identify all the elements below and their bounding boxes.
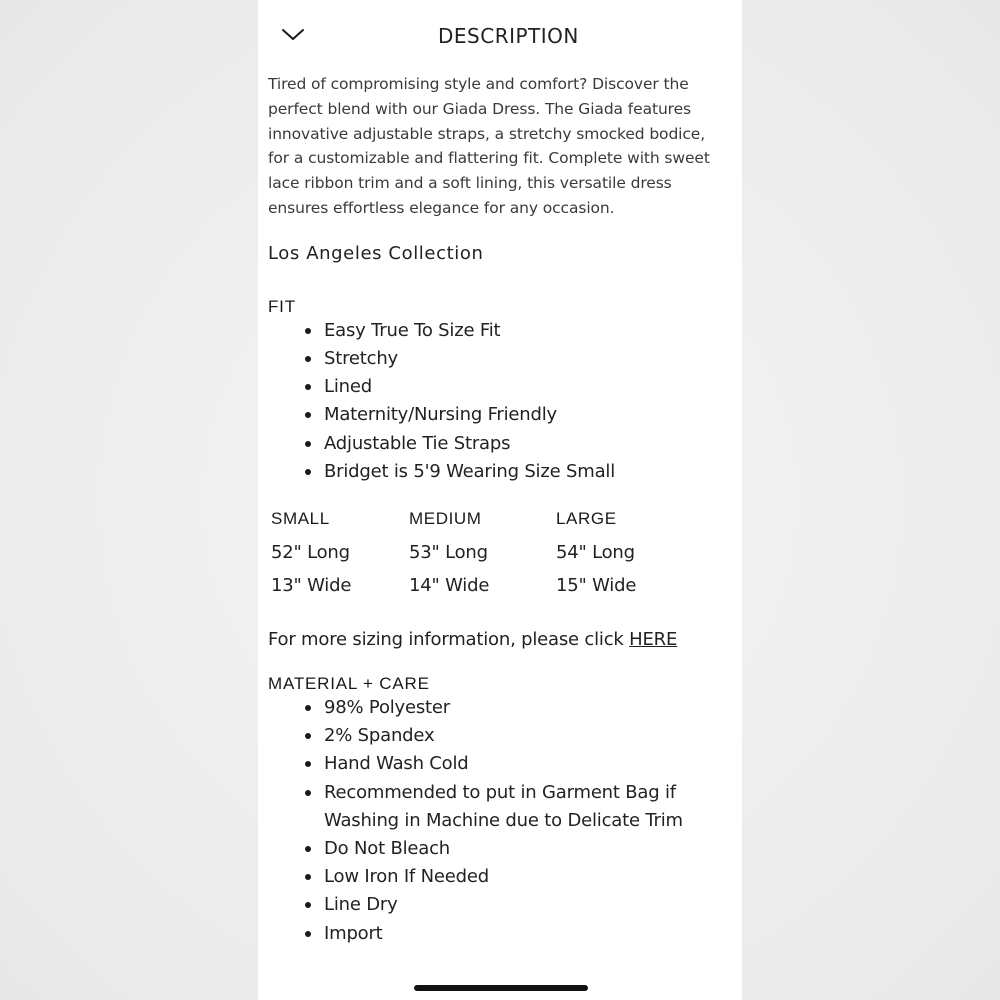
size-width: 14" Wide	[409, 574, 490, 596]
description-body	[268, 72, 728, 948]
product-description-screen	[258, 0, 742, 1000]
size-chart	[268, 509, 728, 607]
size-column-small	[271, 509, 351, 607]
material-care-heading: MATERIAL + CARE	[268, 674, 430, 693]
intro-line: for a customizable and flattering fit. Complete with sweet	[268, 149, 710, 168]
sizing-info-text: For more sizing information, please click	[268, 629, 630, 650]
collection-name: Los Angeles Collection	[268, 242, 484, 264]
list-item: Do Not Bleach	[324, 835, 728, 863]
size-width: 13" Wide	[271, 574, 352, 596]
chevron-down-icon[interactable]	[280, 24, 306, 44]
intro-line: ensures effortless elegance for any occasion.	[268, 198, 615, 217]
intro-line: Tired of compromising style and comfort? Discover the	[268, 75, 689, 93]
list-item: Lined	[324, 373, 728, 401]
size-length: 54" Long	[556, 542, 635, 563]
intro-line: lace ribbon trim and a soft lining, this versatile dress	[268, 174, 672, 193]
list-item: Hand Wash Cold	[324, 750, 728, 778]
size-length: 53" Long	[409, 542, 488, 563]
size-name: MEDIUM	[409, 509, 482, 528]
fit-heading: FIT	[268, 296, 296, 316]
size-length: 52" Long	[271, 542, 350, 563]
list-item: 98% Polyester	[324, 694, 728, 722]
section-title: DESCRIPTION	[438, 24, 579, 48]
list-item: Adjustable Tie Straps	[324, 430, 728, 458]
size-width: 15" Wide	[556, 574, 637, 596]
care-list	[268, 694, 728, 948]
fit-list	[268, 317, 728, 486]
size-column-medium	[409, 509, 489, 607]
home-indicator[interactable]	[414, 985, 588, 991]
list-item: Low Iron If Needed	[324, 863, 728, 891]
list-item	[324, 779, 728, 835]
list-item: Bridget is 5'9 Wearing Size Small	[324, 458, 728, 486]
list-item-line: Washing in Machine due to Delicate Trim	[324, 809, 683, 831]
list-item: Easy True To Size Fit	[324, 317, 728, 345]
product-intro	[268, 72, 728, 221]
sizing-info	[268, 629, 728, 650]
sizing-here-link[interactable]: HERE	[629, 629, 678, 650]
list-item: 2% Spandex	[324, 722, 728, 750]
size-column-large	[556, 509, 636, 607]
list-item-line: Recommended to put in Garment Bag if	[324, 781, 676, 803]
size-name: SMALL	[271, 509, 330, 528]
intro-line: perfect blend with our Giada Dress. The Giada features	[268, 99, 692, 118]
size-name: LARGE	[556, 509, 617, 528]
list-item: Maternity/Nursing Friendly	[324, 401, 728, 429]
list-item: Import	[324, 920, 728, 948]
list-item: Line Dry	[324, 891, 728, 919]
description-header[interactable]	[258, 0, 742, 72]
list-item: Stretchy	[324, 345, 728, 373]
intro-line: innovative adjustable straps, a stretchy smocked bodice,	[268, 124, 706, 143]
